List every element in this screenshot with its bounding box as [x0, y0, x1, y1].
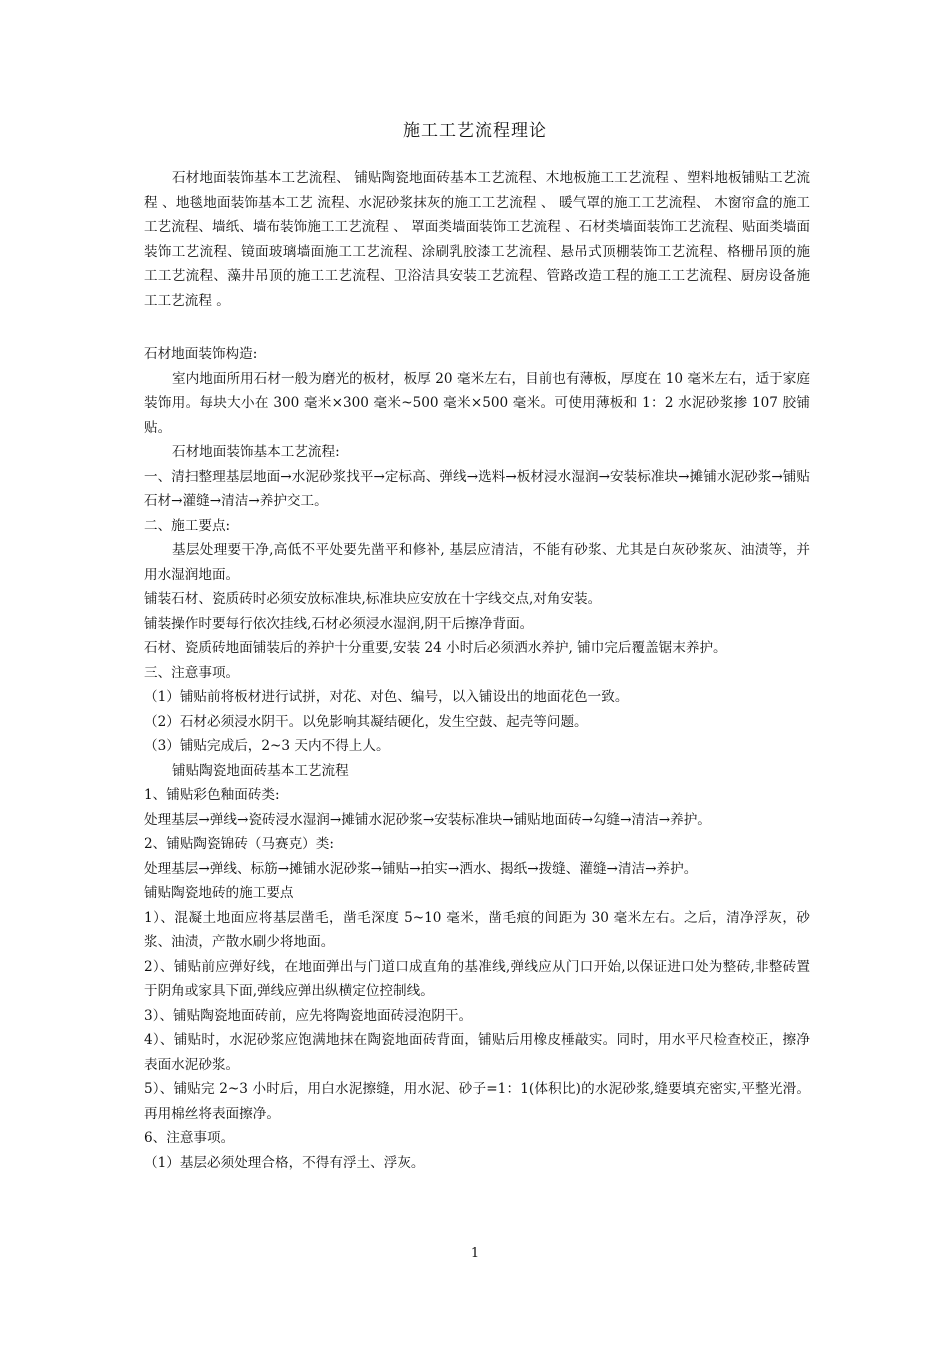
intro-paragraph: 石材地面装饰基本工艺流程、 铺贴陶瓷地面砖基本工艺流程、木地板施工工艺流程 、塑料地板铺贴工艺流程 、地毯地面装饰基本工艺 流程、水泥砂浆抹灰的施工工艺流程 、 暖气罩的施工工艺流程、 木窗帘盒的施工工艺流程、墙纸、墙布装饰施工工艺流程 、 罩面类墙面装饰工艺流程 、石材类墙面装饰工艺流程、贴面类墙面装饰工艺流程、镜面玻璃墙面施工工艺流程、涂刷乳胶漆工艺流程、悬吊式顶棚装饰工艺流程、格栅吊顶的施工工艺流程、藻井吊顶的施工工艺流程、卫浴洁具安装工艺流程、管路改造工程的施工工艺流程、厨房设备施工工艺流程 。 [144, 170, 810, 309]
body-paragraph: 1）、混凝土地面应将基层凿毛，凿毛深度 5~10 毫米，凿毛痕的间距为 30 毫米左右。之后，清净浮灰，砂浆、油渍，产散水刷少将地面。 [144, 909, 810, 950]
body-paragraph: 5）、铺贴完 2~3 小时后，用白水泥擦缝，用水泥、砂子=1：1(体积比)的水泥砂浆,缝要填充密实,平整光滑。再用棉丝将表面擦净。 [144, 1081, 810, 1122]
body-paragraph: 铺贴陶瓷地面砖基本工艺流程 [172, 762, 349, 779]
body-paragraph: 2、铺贴陶瓷锦砖（马赛克）类: [144, 836, 334, 852]
body-paragraph: 一、清扫整理基层地面→水泥砂浆找平→定标高、弹线→选料→板材浸水湿润→安装标准块→摊铺水泥砂浆→铺贴石材→灌缝→清洁→养护交工。 [144, 468, 810, 509]
body-paragraph: 3）、铺贴陶瓷地面砖前，应先将陶瓷地面砖浸泡阴干。 [144, 1007, 473, 1024]
body-paragraph: （2）石材必须浸水阴干。以免影响其凝结硬化，发生空鼓、起壳等问题。 [144, 713, 588, 730]
body-paragraph: 4）、铺贴时，水泥砂浆应饱满地抹在陶瓷地面砖背面，铺贴后用橡皮棰敲实。同时，用水平尺检查校正，擦净表面水泥砂浆。 [144, 1032, 810, 1073]
body-paragraph: 石材、瓷质砖地面铺装后的养护十分重要,安装 24 小时后必须洒水养护, 铺巾完后覆盖锯末养护。 [144, 640, 727, 656]
body-paragraph: 铺装石材、瓷质砖时必须安放标准块,标准块应安放在十字线交点,对角安装。 [144, 591, 602, 607]
body-paragraph: 二、施工要点: [144, 517, 231, 534]
body-paragraph: 1、铺贴彩色釉面砖类: [144, 787, 280, 803]
body-paragraph: （3）铺贴完成后，2~3 天内不得上人。 [144, 738, 390, 754]
body-paragraph: 6、注意事项。 [144, 1130, 235, 1146]
page-title: 施工工艺流程理论 [403, 121, 547, 141]
body-paragraph: 铺装操作时要每行依次挂线,石材必须浸水湿润,阴干后擦净背面。 [144, 615, 534, 632]
body-text [144, 342, 810, 1175]
body-paragraph: （1）铺贴前将板材进行试拼，对花、对色、编号，以入铺设出的地面花色一致。 [144, 689, 629, 705]
page-number: 1 [470, 1246, 480, 1261]
body-paragraph: 处理基层→弹线→瓷砖浸水湿润→摊铺水泥砂浆→安装标准块→铺贴地面砖→勾缝→清洁→养护。 [144, 811, 711, 828]
body-paragraph: 石材地面装饰构造: [144, 346, 258, 362]
body-paragraph: 2）、铺贴前应弹好线，在地面弹出与门道口成直角的基准线,弹线应从门口开始,以保证进口处为整砖,非整砖置于阴角或家具下面,弹线应弹出纵横定位控制线。 [144, 958, 810, 999]
body-paragraph: 三、注意事项。 [144, 664, 240, 681]
body-paragraph: 铺贴陶瓷地砖的施工要点 [144, 885, 294, 901]
body-paragraph: 石材地面装饰基本工艺流程: [172, 444, 340, 460]
body-paragraph: 基层处理要干净,高低不平处要先凿平和修补, 基层应清洁，不能有砂浆、尤其是白灰砂浆灰、油渍等，并用水湿润地面。 [144, 542, 810, 583]
body-paragraph: （1）基层必须处理合格，不得有浮土、浮灰。 [144, 1154, 425, 1171]
body-paragraph: 室内地面所用石材一般为磨光的板材，板厚 20 毫米左右，目前也有薄板，厚度在 10 毫米左右，适于家庭装饰用。每块大小在 300 毫米×300 毫米~500 毫米×500 毫米。可使用薄板和 1：2 水泥砂浆掺 107 胶铺贴。 [144, 370, 810, 436]
body-paragraph: 处理基层→弹线、标筋→摊铺水泥砂浆→铺贴→拍实→洒水、揭纸→拨缝、灌缝→清洁→养护。 [144, 860, 698, 877]
